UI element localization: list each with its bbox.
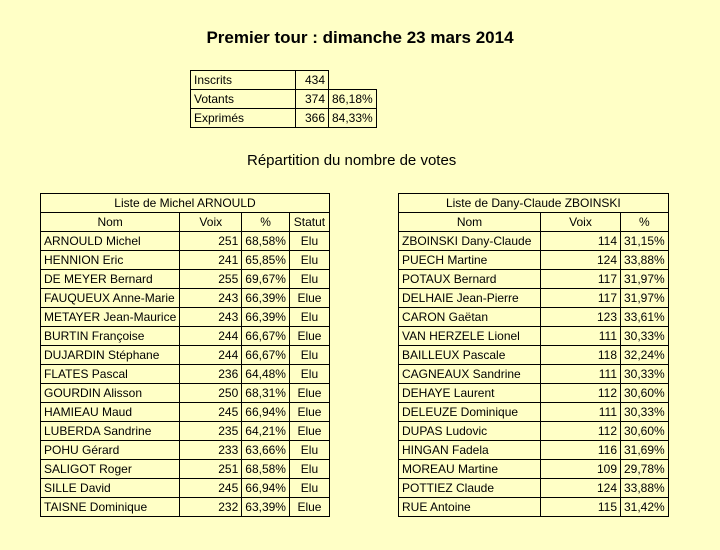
list-arnould-body <box>41 232 330 517</box>
elected-status: Elu <box>289 460 329 479</box>
vote-count: 112 <box>541 384 621 403</box>
vote-count: 255 <box>180 270 242 289</box>
table-row <box>399 289 669 308</box>
table-row <box>399 308 669 327</box>
column-header-voix: Voix <box>180 213 242 232</box>
vote-percent: 29,78% <box>621 460 669 479</box>
candidate-name: LUBERDA Sandrine <box>41 422 180 441</box>
turnout-value: 366 <box>296 109 329 128</box>
candidate-name: POHU Gérard <box>41 441 180 460</box>
column-header-statut: Statut <box>289 213 329 232</box>
vote-count: 109 <box>541 460 621 479</box>
elected-status: Elu <box>289 441 329 460</box>
turnout-label: Exprimés <box>191 109 296 128</box>
candidate-name: HAMIEAU Maud <box>41 403 180 422</box>
elected-status: Elue <box>289 289 329 308</box>
elected-status: Elu <box>289 251 329 270</box>
table-row <box>41 270 330 289</box>
section-subtitle: Répartition du nombre de votes <box>247 152 457 169</box>
candidate-name: BURTIN Françoise <box>41 327 180 346</box>
list-zboinski-table <box>398 193 669 517</box>
candidate-name: DUPAS Ludovic <box>399 422 541 441</box>
vote-percent: 33,61% <box>621 308 669 327</box>
vote-count: 236 <box>180 365 242 384</box>
candidate-name: TAISNE Dominique <box>41 498 180 517</box>
vote-count: 111 <box>541 403 621 422</box>
candidate-name: MOREAU Martine <box>399 460 541 479</box>
vote-percent: 65,85% <box>242 251 290 270</box>
elected-status: Elue <box>289 384 329 403</box>
table-row <box>41 498 330 517</box>
vote-percent: 63,66% <box>242 441 290 460</box>
vote-count: 116 <box>541 441 621 460</box>
vote-count: 244 <box>180 346 242 365</box>
table-row <box>399 270 669 289</box>
candidate-name: HINGAN Fadela <box>399 441 541 460</box>
candidate-name: POTAUX Bernard <box>399 270 541 289</box>
elected-status: Elue <box>289 498 329 517</box>
table-row <box>41 327 330 346</box>
vote-percent: 31,97% <box>621 270 669 289</box>
vote-count: 251 <box>180 232 242 251</box>
elected-status: Elue <box>289 403 329 422</box>
turnout-row <box>191 109 377 128</box>
table-row <box>41 289 330 308</box>
list-zboinski-title: Liste de Dany-Claude ZBOINSKI <box>399 194 669 213</box>
vote-percent: 30,60% <box>621 422 669 441</box>
vote-percent: 63,39% <box>242 498 290 517</box>
candidate-name: DEHAYE Laurent <box>399 384 541 403</box>
elected-status: Elu <box>289 479 329 498</box>
table-row <box>399 346 669 365</box>
elected-status: Elue <box>289 327 329 346</box>
column-header-nom: Nom <box>399 213 541 232</box>
table-row <box>399 441 669 460</box>
turnout-percent: 84,33% <box>329 109 377 128</box>
vote-percent: 68,58% <box>242 460 290 479</box>
table-row <box>41 384 330 403</box>
candidate-name: ZBOINSKI Dany-Claude <box>399 232 541 251</box>
candidate-name: SILLE David <box>41 479 180 498</box>
table-row <box>41 251 330 270</box>
vote-percent: 68,31% <box>242 384 290 403</box>
table-row <box>41 403 330 422</box>
vote-count: 243 <box>180 289 242 308</box>
turnout-table <box>190 70 377 128</box>
turnout-value: 374 <box>296 90 329 109</box>
vote-percent: 30,33% <box>621 403 669 422</box>
candidate-name: ARNOULD Michel <box>41 232 180 251</box>
vote-percent: 31,97% <box>621 289 669 308</box>
candidate-name: DELHAIE Jean-Pierre <box>399 289 541 308</box>
table-row <box>399 251 669 270</box>
vote-percent: 66,94% <box>242 479 290 498</box>
candidate-name: DE MEYER Bernard <box>41 270 180 289</box>
vote-percent: 31,15% <box>621 232 669 251</box>
vote-percent: 33,88% <box>621 479 669 498</box>
vote-percent: 66,67% <box>242 327 290 346</box>
table-row <box>399 403 669 422</box>
vote-count: 117 <box>541 270 621 289</box>
vote-percent: 31,42% <box>621 498 669 517</box>
candidate-name: GOURDIN Alisson <box>41 384 180 403</box>
vote-count: 115 <box>541 498 621 517</box>
candidate-name: BAILLEUX Pascale <box>399 346 541 365</box>
vote-percent: 30,33% <box>621 365 669 384</box>
column-header-percent: % <box>621 213 669 232</box>
elected-status: Elu <box>289 270 329 289</box>
candidate-name: METAYER Jean-Maurice <box>41 308 180 327</box>
elected-status: Elue <box>289 422 329 441</box>
elected-status: Elu <box>289 365 329 384</box>
vote-count: 243 <box>180 308 242 327</box>
candidate-name: CAGNEAUX Sandrine <box>399 365 541 384</box>
turnout-row <box>191 71 377 90</box>
vote-count: 124 <box>541 251 621 270</box>
column-header-nom: Nom <box>41 213 180 232</box>
turnout-percent: 86,18% <box>329 90 377 109</box>
table-row <box>399 232 669 251</box>
vote-percent: 69,67% <box>242 270 290 289</box>
candidate-name: POTTIEZ Claude <box>399 479 541 498</box>
vote-count: 123 <box>541 308 621 327</box>
table-row <box>399 498 669 517</box>
list-zboinski-header-row <box>399 213 669 232</box>
candidate-name: FAUQUEUX Anne-Marie <box>41 289 180 308</box>
vote-percent: 33,88% <box>621 251 669 270</box>
vote-percent: 66,94% <box>242 403 290 422</box>
table-row <box>41 479 330 498</box>
table-row <box>41 365 330 384</box>
table-row <box>399 327 669 346</box>
elected-status: Elu <box>289 346 329 365</box>
vote-percent: 30,60% <box>621 384 669 403</box>
vote-percent: 66,39% <box>242 289 290 308</box>
elected-status: Elu <box>289 232 329 251</box>
vote-count: 233 <box>180 441 242 460</box>
table-row <box>399 384 669 403</box>
vote-count: 244 <box>180 327 242 346</box>
turnout-table-body <box>191 71 377 128</box>
candidate-name: HENNION Eric <box>41 251 180 270</box>
table-row <box>41 422 330 441</box>
turnout-row <box>191 90 377 109</box>
vote-count: 111 <box>541 365 621 384</box>
candidate-name: VAN HERZELE Lionel <box>399 327 541 346</box>
vote-percent: 64,21% <box>242 422 290 441</box>
page-title: Premier tour : dimanche 23 mars 2014 <box>206 28 514 47</box>
table-row <box>41 346 330 365</box>
vote-percent: 31,69% <box>621 441 669 460</box>
table-row <box>41 441 330 460</box>
vote-count: 114 <box>541 232 621 251</box>
vote-count: 235 <box>180 422 242 441</box>
vote-count: 250 <box>180 384 242 403</box>
candidate-name: RUE Antoine <box>399 498 541 517</box>
turnout-label: Votants <box>191 90 296 109</box>
column-header-percent: % <box>242 213 290 232</box>
vote-percent: 66,39% <box>242 308 290 327</box>
vote-percent: 66,67% <box>242 346 290 365</box>
vote-percent: 30,33% <box>621 327 669 346</box>
candidate-name: FLATES Pascal <box>41 365 180 384</box>
list-arnould-table <box>40 193 330 517</box>
table-row <box>399 365 669 384</box>
vote-count: 112 <box>541 422 621 441</box>
candidate-name: PUECH Martine <box>399 251 541 270</box>
candidate-name: DUJARDIN Stéphane <box>41 346 180 365</box>
table-row <box>399 460 669 479</box>
table-row <box>399 422 669 441</box>
vote-count: 241 <box>180 251 242 270</box>
list-arnould-title: Liste de Michel ARNOULD <box>41 194 330 213</box>
column-header-voix: Voix <box>541 213 621 232</box>
candidate-name: DELEUZE Dominique <box>399 403 541 422</box>
vote-count: 251 <box>180 460 242 479</box>
vote-percent: 64,48% <box>242 365 290 384</box>
table-row <box>399 479 669 498</box>
vote-count: 245 <box>180 479 242 498</box>
list-zboinski-body <box>399 232 669 517</box>
elected-status: Elu <box>289 308 329 327</box>
vote-count: 232 <box>180 498 242 517</box>
vote-percent: 68,58% <box>242 232 290 251</box>
vote-count: 118 <box>541 346 621 365</box>
vote-count: 111 <box>541 327 621 346</box>
vote-count: 124 <box>541 479 621 498</box>
vote-count: 245 <box>180 403 242 422</box>
list-arnould-header-row <box>41 213 330 232</box>
vote-percent: 32,24% <box>621 346 669 365</box>
candidate-name: CARON Gaëtan <box>399 308 541 327</box>
table-row <box>41 308 330 327</box>
table-row <box>41 232 330 251</box>
turnout-label: Inscrits <box>191 71 296 90</box>
vote-count: 117 <box>541 289 621 308</box>
turnout-percent <box>329 71 377 90</box>
turnout-value: 434 <box>296 71 329 90</box>
candidate-name: SALIGOT Roger <box>41 460 180 479</box>
table-row <box>41 460 330 479</box>
